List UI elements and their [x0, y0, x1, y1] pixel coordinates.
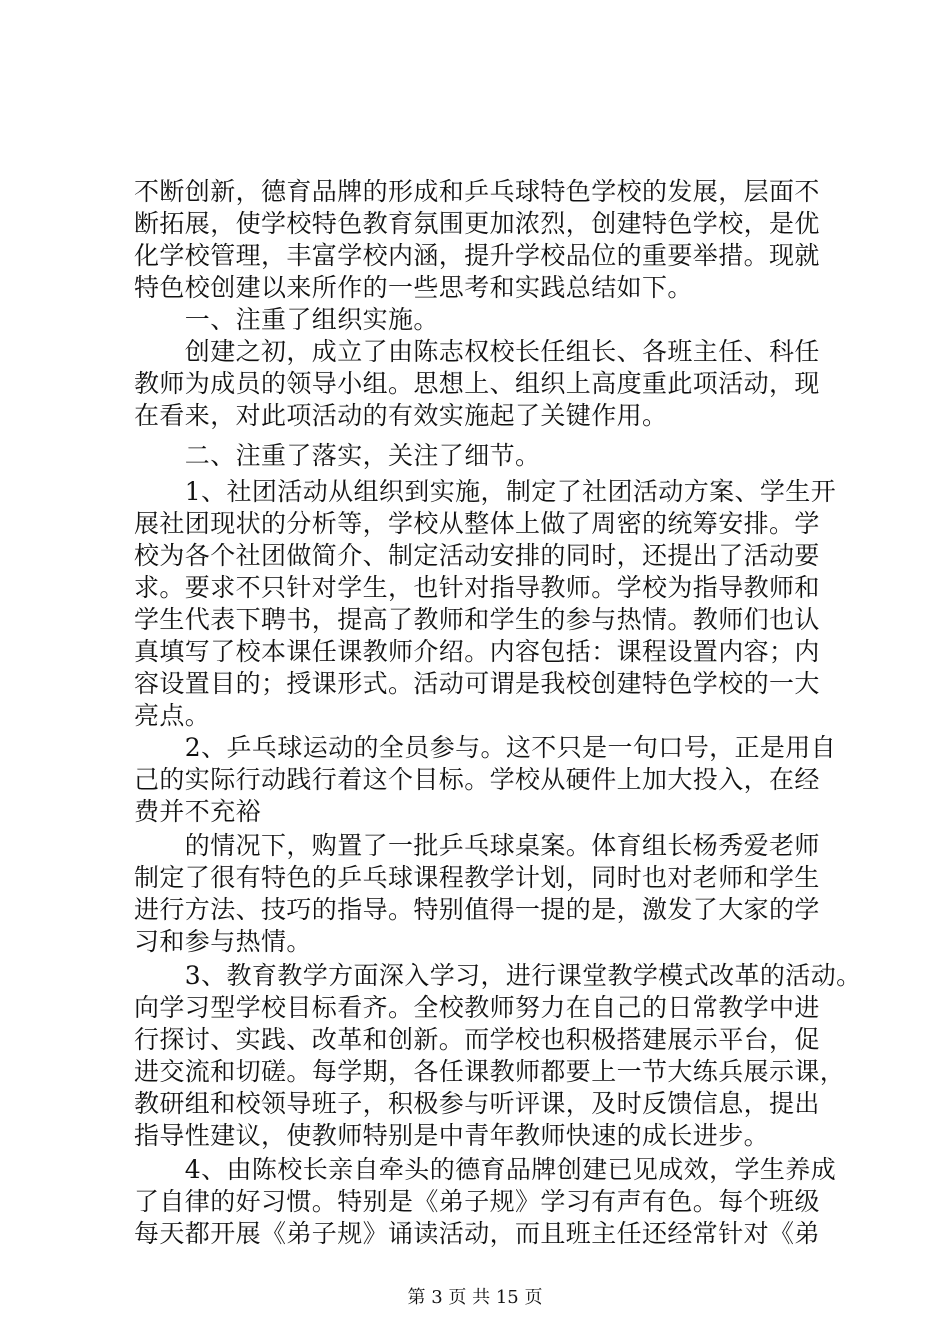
- body-text-line: 化学校管理，丰富学校内涵，提升学校品位的重要举措。现就: [134, 241, 820, 270]
- body-text-line: 1、社团活动从组织到实施，制定了社团活动方案、学生开: [134, 477, 837, 506]
- body-text-line: 学生代表下聘书，提高了教师和学生的参与热情。教师们也认: [134, 605, 820, 634]
- body-text-line: 亮点。: [134, 701, 211, 730]
- body-text-line: 在看来，对此项活动的有效实施起了关键作用。: [134, 401, 668, 430]
- body-text-line: 2、乒乓球运动的全员参与。这不只是一句口号，正是用自: [134, 733, 837, 762]
- body-text-line: 指导性建议，使教师特别是中青年教师快速的成长进步。: [134, 1121, 770, 1150]
- body-text-line: 求。要求不只针对学生，也针对指导教师。学校为指导教师和: [134, 573, 820, 602]
- body-text-line: 容设置目的；授课形式。活动可谓是我校创建特色学校的一大: [134, 669, 820, 698]
- body-text-line: 真填写了校本课任课教师介绍。内容包括：课程设置内容；内: [134, 637, 820, 666]
- body-text-line: 创建之初，成立了由陈志权校长任组长、各班主任、科任: [134, 337, 820, 366]
- body-text-line: 每天都开展《弟子规》诵读活动，而且班主任还经常针对《弟: [134, 1219, 820, 1248]
- body-text-line: 展社团现状的分析等，学校从整体上做了周密的统筹安排。学: [134, 509, 820, 538]
- body-text-line: 进交流和切磋。每学期，各任课教师都要上一节大练兵展示课，: [134, 1057, 846, 1086]
- body-text-line: 了自律的好习惯。特别是《弟子规》学习有声有色。每个班级: [134, 1187, 820, 1216]
- body-text-line: 4、由陈校长亲自牵头的德育品牌创建已见成效，学生养成: [134, 1155, 837, 1184]
- body-text-line: 3、教育教学方面深入学习，进行课堂教学模式改革的活动。: [134, 961, 862, 990]
- body-text-line: 不断创新，德育品牌的形成和乒乓球特色学校的发展，层面不: [134, 177, 820, 206]
- body-text-line: 断拓展，使学校特色教育氛围更加浓烈，创建特色学校，是优: [134, 209, 820, 238]
- body-text-line: 己的实际行动践行着这个目标。学校从硬件上加大投入，在经: [134, 765, 820, 794]
- body-text-line: 教研组和校领导班子，积极参与听评课，及时反馈信息，提出: [134, 1089, 820, 1118]
- section-heading: 二、注重了落实，关注了细节。: [134, 441, 541, 470]
- body-text-line: 的情况下，购置了一批乒乓球桌案。体育组长杨秀爱老师: [134, 831, 820, 860]
- body-text-line: 校为各个社团做简介、制定活动安排的同时，还提出了活动要: [134, 541, 820, 570]
- body-text-line: 向学习型学校目标看齐。全校教师努力在自己的日常教学中进: [134, 993, 820, 1022]
- body-text-line: 特色校创建以来所作的一些思考和实践总结如下。: [134, 273, 693, 302]
- body-text-line: 进行方法、技巧的指导。特别值得一提的是，激发了大家的学: [134, 895, 820, 924]
- page-footer: 第 3 页 共 15 页: [407, 1287, 543, 1308]
- section-heading: 一、注重了组织实施。: [134, 305, 439, 334]
- body-text-line: 费并不充裕: [134, 797, 262, 826]
- body-text-line: 行探讨、实践、改革和创新。而学校也积极搭建展示平台，促: [134, 1025, 820, 1054]
- body-text-line: 制定了很有特色的乒乓球课程教学计划，同时也对老师和学生: [134, 863, 820, 892]
- body-text-line: 习和参与热情。: [134, 927, 312, 956]
- body-text-line: 教师为成员的领导小组。思想上、组织上高度重此项活动，现: [134, 369, 820, 398]
